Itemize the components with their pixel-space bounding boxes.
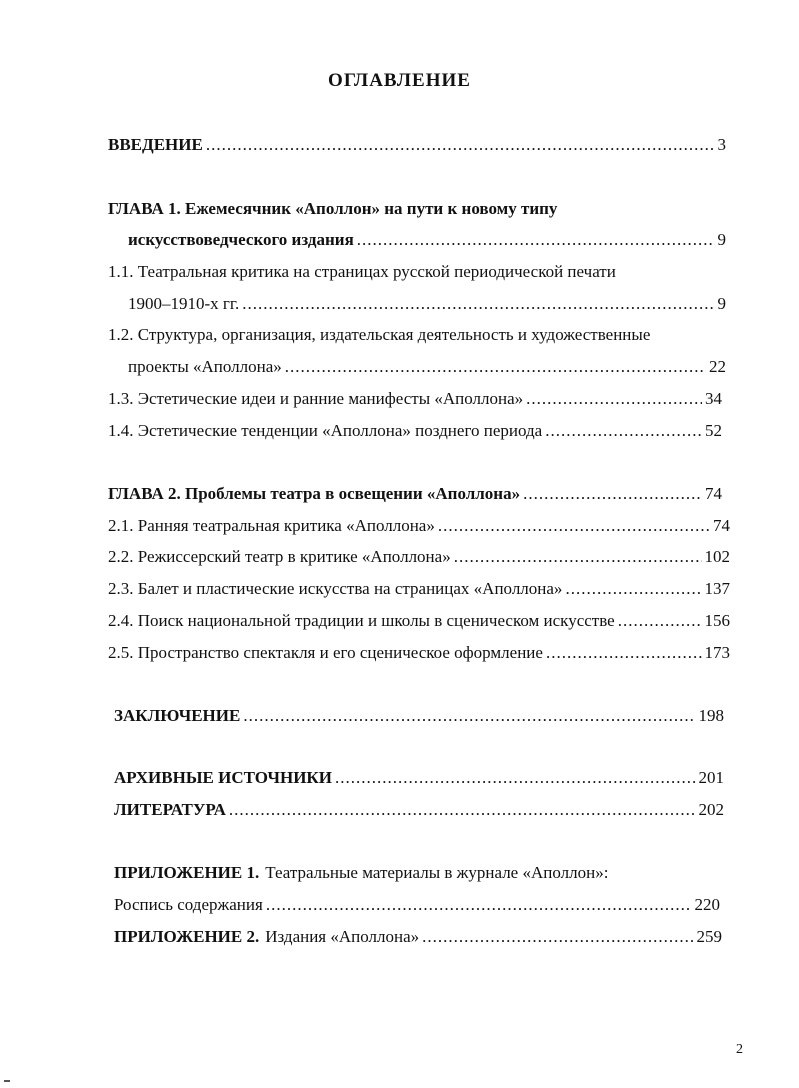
toc-section-1-4[interactable]	[108, 420, 722, 442]
toc-label-text: Издания «Аполлона»	[265, 927, 420, 946]
toc-label: 2.4. Поиск национальной традиции и школы в сценическом искусстве	[108, 611, 615, 630]
toc-entry-intro[interactable]	[108, 134, 726, 156]
toc-label: ЗАКЛЮЧЕНИЕ	[114, 706, 241, 725]
toc-page: 259	[696, 927, 722, 946]
toc-chapter1-title[interactable]	[108, 198, 728, 220]
toc-label: проекты «Аполлона»	[128, 357, 282, 376]
toc-label: 1.1. Театральная критика на страницах русской периодической печати	[108, 262, 616, 281]
leader-dots	[438, 515, 710, 537]
toc-label: 1.2. Структура, организация, издательская деятельность и художественные	[108, 325, 651, 344]
leader-dots	[335, 767, 696, 789]
toc-page: 9	[717, 294, 726, 313]
leader-dots	[266, 894, 692, 916]
toc-section-2-4[interactable]	[108, 610, 730, 632]
toc-page: 74	[713, 516, 730, 535]
toc-section-1-1[interactable]	[108, 261, 728, 283]
toc-page: 220	[694, 895, 720, 914]
toc-label-text: Театральные материалы в журнале «Аполлон»:	[265, 863, 609, 882]
toc-section-1-3[interactable]	[108, 388, 722, 410]
leader-dots	[357, 229, 715, 251]
toc-label: 2.1. Ранняя театральная критика «Аполлона»	[108, 516, 435, 535]
leader-dots	[243, 705, 695, 727]
toc-page: 198	[698, 706, 724, 725]
leader-dots	[454, 546, 702, 568]
toc-section-1-2[interactable]	[108, 324, 728, 346]
toc-page: 74	[705, 484, 722, 503]
leader-dots	[523, 483, 702, 505]
leader-dots	[422, 926, 693, 948]
toc-section-2-3[interactable]	[108, 578, 730, 600]
toc-page: 52	[705, 421, 722, 440]
toc-page: 22	[709, 357, 726, 376]
toc-entry-archives[interactable]	[114, 767, 724, 789]
leader-dots	[229, 799, 696, 821]
leader-dots	[526, 388, 702, 410]
toc-label: 2.5. Пространство спектакля и его сценическое оформление	[108, 643, 543, 662]
toc-entry-appendix2[interactable]	[114, 926, 722, 948]
toc-label: 1.3. Эстетические идеи и ранние манифесты «Аполлона»	[108, 389, 524, 408]
toc-label: искусствоведческого издания	[128, 230, 354, 249]
leader-dots	[618, 610, 702, 632]
toc-section-2-1[interactable]	[108, 515, 730, 537]
toc-label: 2.3. Балет и пластические искусства на страницах «Аполлона»	[108, 579, 563, 598]
page-title: ОГЛАВЛЕНИЕ	[328, 70, 471, 91]
toc-page: 102	[704, 547, 730, 566]
leader-dots	[546, 642, 702, 664]
toc-section-2-5[interactable]	[108, 642, 730, 664]
toc-page: 156	[704, 611, 730, 630]
toc-page: 137	[704, 579, 730, 598]
toc-label: 2.2. Режиссерский театр в критике «Аполлона»	[108, 547, 451, 566]
leader-dots	[242, 293, 714, 315]
toc-page: 173	[704, 643, 730, 662]
toc-chapter2-title[interactable]	[108, 483, 722, 505]
toc-label: ГЛАВА 1. Ежемесячник «Аполлон» на пути к новому типу	[108, 199, 558, 218]
toc-page: 201	[698, 768, 724, 787]
toc-label: ПРИЛОЖЕНИЕ 2.	[114, 927, 260, 946]
toc-page: 9	[717, 230, 726, 249]
leader-dots	[545, 420, 702, 442]
toc-section-1-2-cont[interactable]	[128, 356, 726, 378]
page-number: 2	[736, 1042, 743, 1057]
toc-entry-appendix1-cont[interactable]	[114, 894, 720, 916]
toc-entry-appendix1[interactable]	[114, 862, 724, 884]
toc-label: Роспись содержания	[114, 895, 263, 914]
toc-label: ВВЕДЕНИЕ	[108, 135, 203, 154]
toc-page: 34	[705, 389, 722, 408]
scan-mark	[4, 1080, 10, 1082]
toc-label: АРХИВНЫЕ ИСТОЧНИКИ	[114, 768, 332, 787]
leader-dots	[565, 578, 701, 600]
toc-entry-conclusion[interactable]	[114, 705, 724, 727]
toc-label: 1900–1910-х гг.	[128, 294, 240, 313]
toc-entry-literature[interactable]	[114, 799, 724, 821]
toc-page: 202	[698, 800, 724, 819]
toc-section-1-1-cont[interactable]	[128, 293, 726, 315]
toc-label: 1.4. Эстетические тенденции «Аполлона» позднего периода	[108, 421, 543, 440]
leader-dots	[285, 356, 706, 378]
toc-label: ГЛАВА 2. Проблемы театра в освещении «Аполлона»	[108, 484, 521, 503]
leader-dots	[206, 134, 715, 156]
toc-label: ПРИЛОЖЕНИЕ 1.	[114, 863, 260, 882]
toc-section-2-2[interactable]	[108, 546, 730, 568]
toc-page: 3	[717, 135, 726, 154]
toc-label: ЛИТЕРАТУРА	[114, 800, 226, 819]
toc-chapter1-title-cont[interactable]	[128, 229, 726, 251]
